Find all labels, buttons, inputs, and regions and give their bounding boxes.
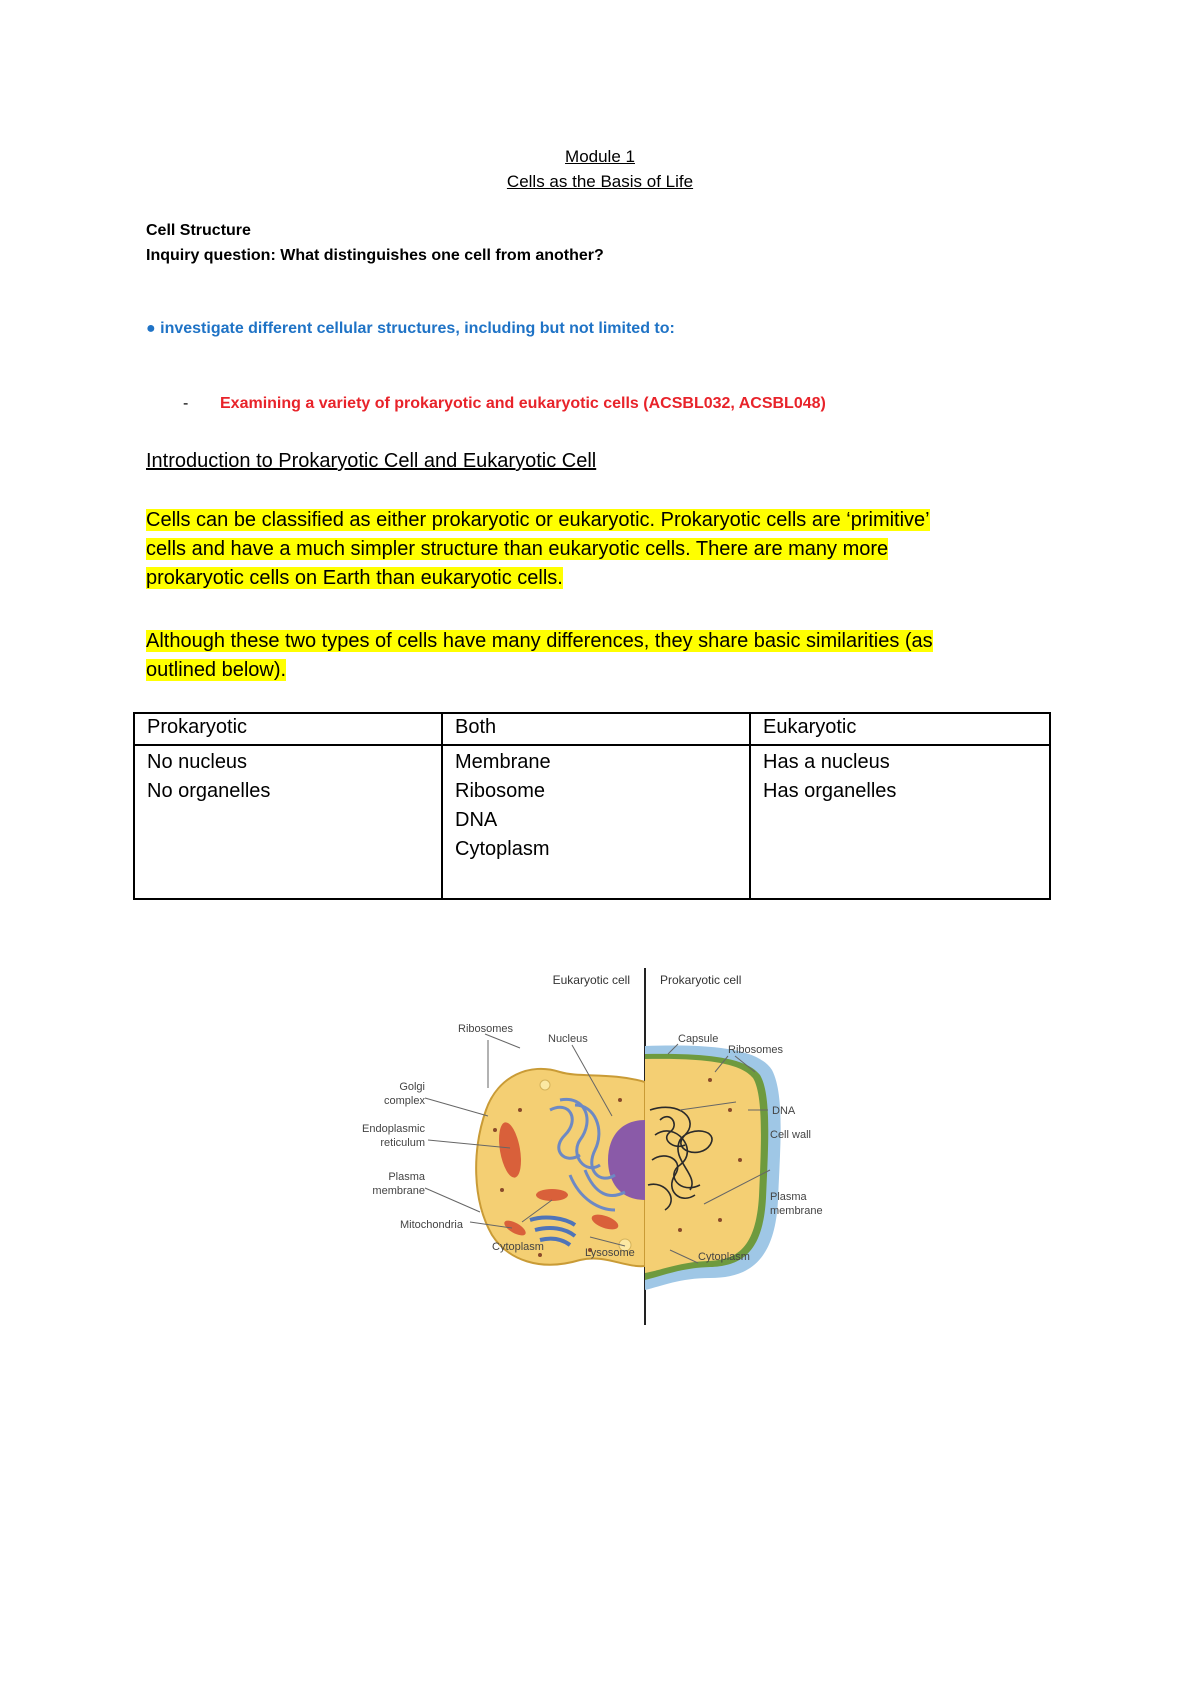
table-cell-item: DNA (455, 809, 498, 831)
table-cell-item: No organelles (147, 780, 271, 802)
table-cell-both (442, 745, 750, 899)
paragraph-line: cells and have a much simpler structure than eukaryotic cells. There are many more (146, 538, 889, 560)
table-header-row (134, 713, 1050, 745)
table-cell-prokaryotic (134, 745, 442, 899)
cell-comparison-diagram (362, 960, 840, 1330)
prokaryotic-cell-title: Prokaryotic cell (660, 973, 742, 987)
bullet-icon: ● (146, 320, 156, 337)
table-header-prokaryotic: Prokaryotic (134, 713, 442, 745)
table-cell-item: Membrane (455, 751, 551, 773)
paragraph-line: prokaryotic cells on Earth than eukaryotic cells. (146, 567, 563, 589)
inquiry-question: Inquiry question: What distinguishes one cell from another? (146, 247, 604, 264)
label-plasma-membrane-pro-2: membrane (770, 1205, 823, 1217)
label-mitochondria: Mitochondria (400, 1219, 463, 1231)
table-header-both: Both (442, 713, 750, 745)
paragraph-line: outlined below). (146, 659, 287, 681)
paragraph-line: Although these two types of cells have many differences, they share basic similarities (as (146, 630, 933, 652)
table-cell-item: Has organelles (763, 780, 897, 802)
label-er-1: Endoplasmic (362, 1123, 425, 1135)
label-nucleus: Nucleus (548, 1033, 588, 1045)
table-cell-item: Has a nucleus (763, 751, 890, 773)
dash-icon: - (183, 395, 189, 412)
label-ribosomes-pro: Ribosomes (728, 1044, 784, 1056)
section-name: Cell Structure (146, 222, 251, 239)
label-cytoplasm-pro: Cytoplasm (698, 1251, 750, 1263)
module-title: Module 1 (565, 147, 635, 166)
paragraph-2 (146, 627, 933, 685)
label-ribosomes-euk: Ribosomes (458, 1023, 514, 1035)
table-header-eukaryotic: Eukaryotic (750, 713, 1050, 745)
paragraph-line: Cells can be classified as either prokaryotic or eukaryotic. Prokaryotic cells are ‘primitive’ (146, 509, 930, 531)
bullet-text: investigate different cellular structures, including but not limited to: (160, 320, 675, 337)
table-row (134, 745, 1050, 899)
label-er-2: reticulum (380, 1137, 425, 1149)
module-subtitle: Cells as the Basis of Life (506, 172, 694, 191)
label-plasma-membrane-euk-1: Plasma (388, 1171, 425, 1183)
intro-heading: Introduction to Prokaryotic Cell and Eukaryotic Cell (146, 450, 597, 472)
eukaryotic-cell-shape (476, 1069, 645, 1266)
label-dna: DNA (772, 1105, 796, 1117)
label-golgi-2: complex (384, 1095, 425, 1107)
label-capsule: Capsule (678, 1033, 719, 1045)
label-golgi-1: Golgi (399, 1081, 425, 1093)
eukaryotic-cell-title: Eukaryotic cell (552, 973, 630, 987)
label-plasma-membrane-euk-2: membrane (372, 1185, 425, 1197)
label-plasma-membrane-pro-1: Plasma (770, 1191, 807, 1203)
label-cytoplasm-euk: Cytoplasm (492, 1241, 544, 1253)
paragraph-1 (146, 506, 930, 593)
bullet-point (146, 320, 675, 338)
table-cell-eukaryotic (750, 745, 1050, 899)
table-cell-item: Cytoplasm (455, 838, 550, 860)
label-lysosome: Lysosome (585, 1247, 635, 1259)
table-cell-item: Ribosome (455, 780, 546, 802)
comparison-table (133, 712, 1051, 900)
subpoint-text: Examining a variety of prokaryotic and eukaryotic cells (ACSBL032, ACSBL048) (220, 395, 826, 412)
label-cell-wall: Cell wall (770, 1129, 811, 1141)
table-cell-item: No nucleus (147, 751, 248, 773)
